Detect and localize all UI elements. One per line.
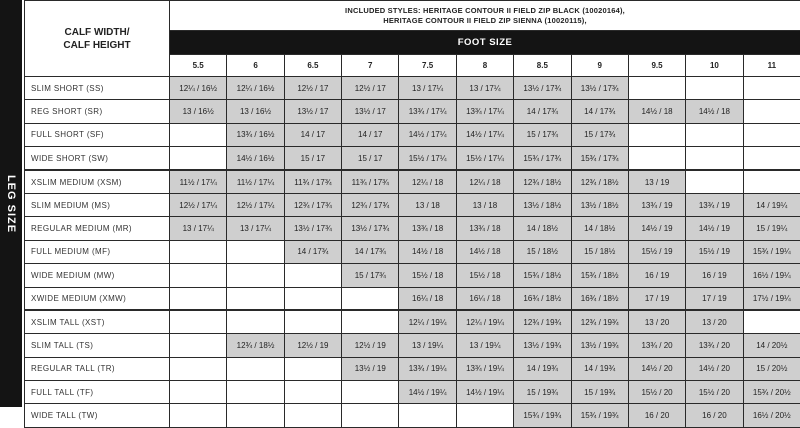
- included-styles-line-2: HERITAGE CONTOUR II FIELD ZIP SIENNA (10020115),: [170, 16, 800, 26]
- empty-cell: [743, 170, 800, 193]
- table-row: [25, 287, 800, 310]
- size-cell: 13 / 17¼: [170, 217, 227, 240]
- empty-cell: [284, 264, 341, 287]
- size-cell: 13½ / 18½: [514, 193, 571, 216]
- size-cell: 14 / 20½: [743, 334, 800, 357]
- empty-cell: [628, 147, 685, 170]
- size-cell: 14 / 18½: [571, 217, 628, 240]
- empty-cell: [170, 310, 227, 333]
- size-cell: 15¾ / 18½: [571, 264, 628, 287]
- size-cell: 14½ / 19: [686, 217, 743, 240]
- empty-cell: [227, 381, 284, 404]
- size-cell: 15 / 19¼: [743, 217, 800, 240]
- empty-cell: [284, 381, 341, 404]
- size-cell: 12½ / 17: [284, 77, 341, 100]
- row-label: XSLIM TALL (XST): [25, 310, 170, 333]
- empty-cell: [456, 404, 513, 427]
- size-cell: 16 / 19: [628, 264, 685, 287]
- empty-cell: [686, 147, 743, 170]
- size-cell: 14½ / 20: [686, 357, 743, 380]
- row-label: SLIM MEDIUM (MS): [25, 193, 170, 216]
- size-cell: 13¾ / 20: [628, 334, 685, 357]
- table-row: [25, 381, 800, 404]
- size-cell: 13 / 17¼: [456, 77, 513, 100]
- table-row: [25, 217, 800, 240]
- size-cell: 12½ / 19: [284, 334, 341, 357]
- size-cell: 14 / 17¾: [342, 240, 399, 263]
- size-cell: 15 / 18½: [514, 240, 571, 263]
- size-cell: 14½ / 18: [686, 100, 743, 123]
- row-label: XWIDE MEDIUM (XMW): [25, 287, 170, 310]
- size-cell: 13¾ / 16½: [227, 123, 284, 146]
- size-cell: 14½ / 16½: [227, 147, 284, 170]
- foot-size-11: 11: [743, 55, 800, 77]
- row-label: SLIM SHORT (SS): [25, 77, 170, 100]
- size-cell: 12¼ / 19¼: [456, 310, 513, 333]
- size-cell: 15½ / 20: [628, 381, 685, 404]
- size-cell: 12½ / 17: [342, 77, 399, 100]
- empty-cell: [399, 404, 456, 427]
- foot-size-6: 6: [227, 55, 284, 77]
- table-row: [25, 404, 800, 427]
- size-cell: 14 / 17¾: [284, 240, 341, 263]
- size-cell: 14½ / 17¼: [456, 123, 513, 146]
- included-styles-line-1: INCLUDED STYLES: HERITAGE CONTOUR II FIELD ZIP BLACK (10020164),: [170, 6, 800, 16]
- row-label: REG SHORT (SR): [25, 100, 170, 123]
- size-cell: 15 / 17¾: [571, 123, 628, 146]
- size-cell: 15 / 17¾: [342, 264, 399, 287]
- size-cell: 15¾ / 20½: [743, 381, 800, 404]
- size-cell: 12¾ / 19¾: [514, 310, 571, 333]
- foot-size-7-5: 7.5: [399, 55, 456, 77]
- size-cell: 12¼ / 18: [456, 170, 513, 193]
- empty-cell: [342, 381, 399, 404]
- size-cell: 13¾ / 19¼: [399, 357, 456, 380]
- size-cell: 17½ / 19¼: [743, 287, 800, 310]
- foot-size-10: 10: [686, 55, 743, 77]
- size-cell: 14 / 18½: [514, 217, 571, 240]
- size-cell: 14½ / 17¼: [399, 123, 456, 146]
- size-cell: 14 / 17: [284, 123, 341, 146]
- table-row: [25, 310, 800, 333]
- size-cell: 12½ / 17¼: [227, 193, 284, 216]
- size-cell: 13¾ / 17¼: [399, 100, 456, 123]
- foot-size-8: 8: [456, 55, 513, 77]
- size-cell: 14 / 17: [342, 123, 399, 146]
- table-row: [25, 123, 800, 146]
- size-cell: 15 / 18½: [571, 240, 628, 263]
- row-label: FULL TALL (TF): [25, 381, 170, 404]
- empty-cell: [342, 287, 399, 310]
- size-chart-body: [25, 77, 800, 428]
- size-cell: 13½ / 17¾: [284, 217, 341, 240]
- size-cell: 14 / 19¾: [514, 357, 571, 380]
- size-chart-table: [24, 0, 800, 428]
- size-cell: 13½ / 17: [284, 100, 341, 123]
- row-label: WIDE TALL (TW): [25, 404, 170, 427]
- size-cell: 12¾ / 19¾: [571, 310, 628, 333]
- size-cell: 13¾ / 17¼: [456, 100, 513, 123]
- size-cell: 13 / 19¼: [456, 334, 513, 357]
- empty-cell: [170, 264, 227, 287]
- size-cell: 15½ / 17¼: [456, 147, 513, 170]
- size-cell: 17 / 19: [686, 287, 743, 310]
- row-label: REGULAR TALL (TR): [25, 357, 170, 380]
- table-row: [25, 77, 800, 100]
- table-row: [25, 357, 800, 380]
- empty-cell: [342, 404, 399, 427]
- foot-size-7: 7: [342, 55, 399, 77]
- size-cell: 14 / 19¾: [571, 357, 628, 380]
- empty-cell: [170, 147, 227, 170]
- size-cell: 16 / 20: [686, 404, 743, 427]
- foot-size-header: FOOT SIZE: [170, 31, 800, 55]
- size-cell: 15 / 20½: [743, 357, 800, 380]
- size-cell: 16½ / 20½: [743, 404, 800, 427]
- size-cell: 14½ / 19¼: [456, 381, 513, 404]
- size-cell: 13 / 20: [686, 310, 743, 333]
- size-cell: 13¾ / 18: [399, 217, 456, 240]
- foot-size-8-5: 8.5: [514, 55, 571, 77]
- size-cell: 14½ / 18: [456, 240, 513, 263]
- leg-size-label: LEG SIZE: [5, 174, 17, 232]
- size-cell: 13½ / 19¾: [571, 334, 628, 357]
- empty-cell: [170, 287, 227, 310]
- empty-cell: [743, 77, 800, 100]
- empty-cell: [170, 404, 227, 427]
- size-cell: 11½ / 17¼: [170, 170, 227, 193]
- size-cell: 13½ / 17¾: [342, 217, 399, 240]
- included-styles-note: [170, 1, 800, 31]
- size-cell: 15½ / 18: [399, 264, 456, 287]
- size-cell: 13½ / 17¾: [571, 77, 628, 100]
- foot-size-9: 9: [571, 55, 628, 77]
- table-row: [25, 240, 800, 263]
- size-cell: 13½ / 19: [342, 357, 399, 380]
- size-cell: 13½ / 18½: [571, 193, 628, 216]
- size-cell: 15¾ / 19¼: [743, 240, 800, 263]
- foot-size-9-5: 9.5: [628, 55, 685, 77]
- empty-cell: [170, 123, 227, 146]
- size-cell: 15½ / 19: [686, 240, 743, 263]
- size-cell: 13¾ / 19: [628, 193, 685, 216]
- size-cell: 13¾ / 19: [686, 193, 743, 216]
- size-cell: 12½ / 19: [342, 334, 399, 357]
- empty-cell: [227, 404, 284, 427]
- size-cell: 13 / 17¼: [399, 77, 456, 100]
- empty-cell: [743, 147, 800, 170]
- size-cell: 15 / 17: [284, 147, 341, 170]
- row-label: SLIM TALL (TS): [25, 334, 170, 357]
- row-label: FULL SHORT (SF): [25, 123, 170, 146]
- size-cell: 12½ / 17¼: [170, 193, 227, 216]
- leg-size-bar: [0, 0, 22, 407]
- size-cell: 13¾ / 19¼: [456, 357, 513, 380]
- size-cell: 16¼ / 18: [399, 287, 456, 310]
- calf-width-height-header: CALF WIDTH/ CALF HEIGHT: [25, 1, 170, 77]
- table-row: [25, 334, 800, 357]
- row-label: WIDE MEDIUM (MW): [25, 264, 170, 287]
- size-cell: 17 / 19: [628, 287, 685, 310]
- size-cell: 13½ / 17: [342, 100, 399, 123]
- size-cell: 13¾ / 18: [456, 217, 513, 240]
- size-cell: 13 / 18: [399, 193, 456, 216]
- size-cell: 13 / 17¼: [227, 217, 284, 240]
- table-row: [25, 264, 800, 287]
- empty-cell: [743, 310, 800, 333]
- size-cell: 15¾ / 19¾: [571, 404, 628, 427]
- empty-cell: [227, 287, 284, 310]
- size-cell: 16¾ / 18½: [571, 287, 628, 310]
- empty-cell: [284, 310, 341, 333]
- table-row: [25, 170, 800, 193]
- foot-size-6-5: 6.5: [284, 55, 341, 77]
- size-cell: 14 / 17¾: [571, 100, 628, 123]
- empty-cell: [686, 170, 743, 193]
- size-cell: 13½ / 19¾: [514, 334, 571, 357]
- size-cell: 13 / 20: [628, 310, 685, 333]
- size-cell: 15 / 19¾: [514, 381, 571, 404]
- empty-cell: [743, 123, 800, 146]
- foot-size-5-5: 5.5: [170, 55, 227, 77]
- size-cell: 14½ / 18: [628, 100, 685, 123]
- size-cell: 15½ / 20: [686, 381, 743, 404]
- size-cell: 15½ / 18: [456, 264, 513, 287]
- empty-cell: [743, 100, 800, 123]
- empty-cell: [686, 77, 743, 100]
- size-cell: 12¾ / 18½: [227, 334, 284, 357]
- table-row: [25, 100, 800, 123]
- size-cell: 13¾ / 20: [686, 334, 743, 357]
- empty-cell: [284, 357, 341, 380]
- size-cell: 12¾ / 18½: [571, 170, 628, 193]
- size-cell: 15½ / 17¼: [399, 147, 456, 170]
- size-cell: 12¼ / 16½: [170, 77, 227, 100]
- empty-cell: [170, 381, 227, 404]
- empty-cell: [227, 357, 284, 380]
- size-cell: 11½ / 17¼: [227, 170, 284, 193]
- empty-cell: [284, 287, 341, 310]
- empty-cell: [628, 77, 685, 100]
- table-row: [25, 147, 800, 170]
- size-cell: 14½ / 19: [628, 217, 685, 240]
- size-cell: 14½ / 20: [628, 357, 685, 380]
- row-label: FULL MEDIUM (MF): [25, 240, 170, 263]
- size-cell: 12¾ / 18½: [514, 170, 571, 193]
- empty-cell: [170, 240, 227, 263]
- size-cell: 11¾ / 17¾: [342, 170, 399, 193]
- empty-cell: [170, 334, 227, 357]
- size-cell: 16¼ / 18: [456, 287, 513, 310]
- empty-cell: [342, 310, 399, 333]
- size-cell: 13 / 18: [456, 193, 513, 216]
- size-cell: 16 / 19: [686, 264, 743, 287]
- empty-cell: [284, 404, 341, 427]
- size-cell: 15¾ / 19¾: [514, 404, 571, 427]
- size-cell: 13 / 19: [628, 170, 685, 193]
- size-cell: 15¾ / 17¾: [514, 147, 571, 170]
- size-cell: 15 / 17¾: [514, 123, 571, 146]
- size-cell: 13 / 19¼: [399, 334, 456, 357]
- size-cell: 14 / 17¾: [514, 100, 571, 123]
- size-cell: 15¾ / 17¾: [571, 147, 628, 170]
- empty-cell: [227, 240, 284, 263]
- size-cell: 12¾ / 17¾: [284, 193, 341, 216]
- size-cell: 15 / 17: [342, 147, 399, 170]
- row-label: XSLIM MEDIUM (XSM): [25, 170, 170, 193]
- size-cell: 12¼ / 19¼: [399, 310, 456, 333]
- size-cell: 14½ / 18: [399, 240, 456, 263]
- size-cell: 12¼ / 18: [399, 170, 456, 193]
- size-cell: 15¾ / 18½: [514, 264, 571, 287]
- size-cell: 16½ / 19¼: [743, 264, 800, 287]
- empty-cell: [628, 123, 685, 146]
- empty-cell: [227, 264, 284, 287]
- row-label: WIDE SHORT (SW): [25, 147, 170, 170]
- size-cell: 13½ / 17¾: [514, 77, 571, 100]
- empty-cell: [686, 123, 743, 146]
- size-cell: 15 / 19¾: [571, 381, 628, 404]
- row-label: REGULAR MEDIUM (MR): [25, 217, 170, 240]
- empty-cell: [170, 357, 227, 380]
- size-cell: 16 / 20: [628, 404, 685, 427]
- size-cell: 14 / 19¼: [743, 193, 800, 216]
- table-row: [25, 193, 800, 216]
- size-cell: 12¾ / 17¾: [342, 193, 399, 216]
- size-cell: 13 / 16½: [170, 100, 227, 123]
- empty-cell: [227, 310, 284, 333]
- size-cell: 15½ / 19: [628, 240, 685, 263]
- size-cell: 16¾ / 18½: [514, 287, 571, 310]
- size-cell: 14½ / 19¼: [399, 381, 456, 404]
- size-cell: 13 / 16½: [227, 100, 284, 123]
- size-cell: 11¾ / 17¾: [284, 170, 341, 193]
- size-cell: 12¼ / 16½: [227, 77, 284, 100]
